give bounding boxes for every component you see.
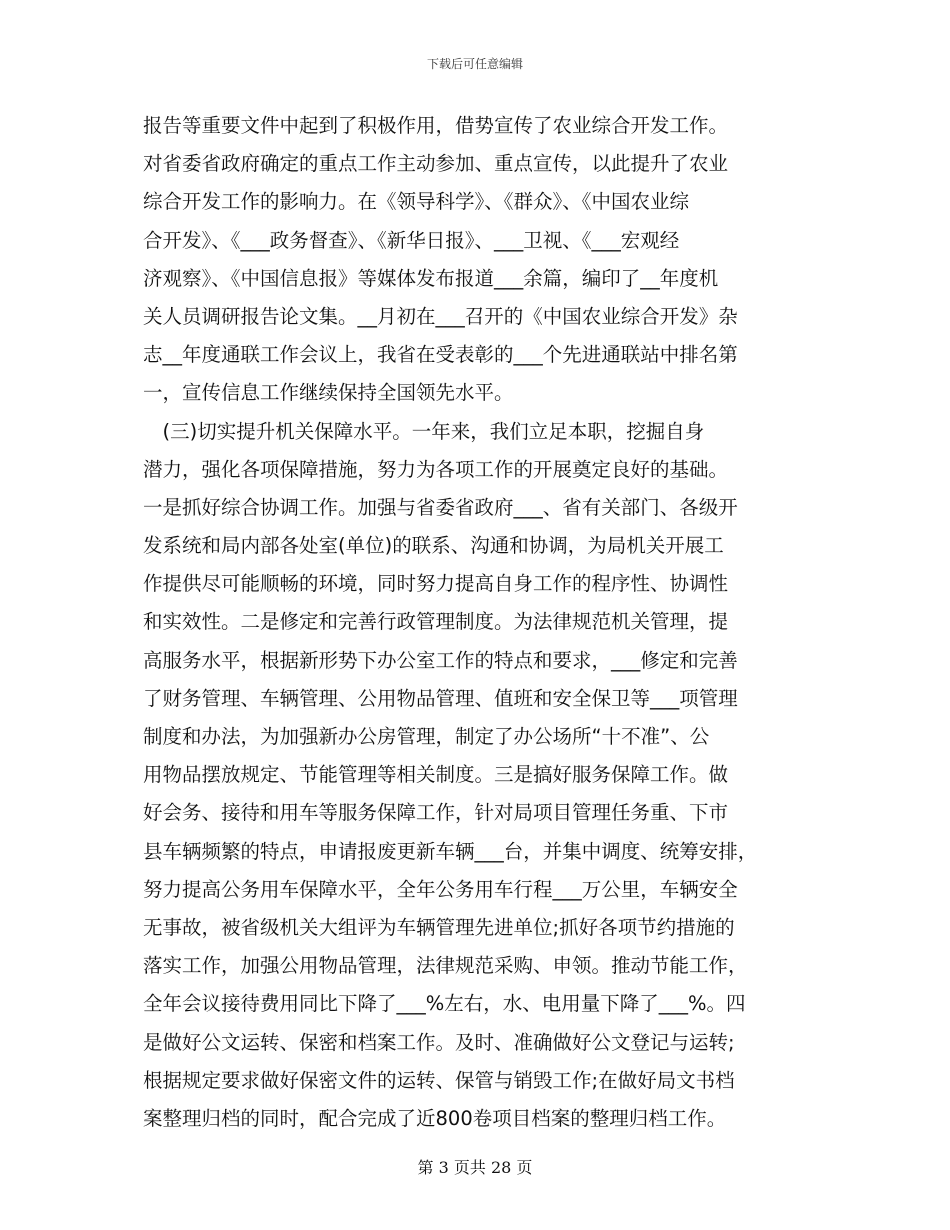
text-line: 努力提高公务用车保障水平，全年公务用车行程___万公里，车辆安全 xyxy=(143,877,738,901)
page-footer: 第 3 页共 28 页 xyxy=(417,1158,533,1177)
text-line: 根据规定要求做好保密文件的运转、保管与销毁工作;在做好局文书档 xyxy=(143,1068,735,1092)
text-line: 和实效性。二是修定和完善行政管理制度。为法律规范机关管理，提 xyxy=(143,610,729,634)
document-body xyxy=(143,107,818,1138)
text-line: 县车辆频繁的特点，申请报废更新车辆___台，并集中调度、统筹安排， xyxy=(143,839,758,863)
text-line: 对省委省政府确定的重点工作主动参加、重点宣传，以此提升了农业 xyxy=(143,152,729,176)
text-line: 综合开发工作的影响力。在《领导科学》、《群众》、《中国农业综 xyxy=(143,190,690,214)
text-line: 是做好公文运转、保密和档案工作。及时、准确做好公文登记与运转; xyxy=(143,1030,735,1054)
page-header: 下载后可任意编辑 xyxy=(426,57,523,71)
text-line: 制度和办法，为加强新办公房管理，制定了办公场所“十不准”、公 xyxy=(143,725,710,748)
text-line: 一，宣传信息工作继续保持全国领先水平。 xyxy=(143,381,514,405)
text-line: 高服务水平，根据新形势下办公室工作的特点和要求，___修定和完善 xyxy=(143,648,738,672)
text-line: 用物品摆放规定、节能管理等相关制度。三是搞好服务保障工作。做 xyxy=(143,763,729,787)
text-line: 全年会议接待费用同比下降了___%左右，水、电用量下降了___%。四 xyxy=(143,992,746,1016)
text-line: (三)切实提升机关保障水平。一年来，我们立足本职，挖掘自身 xyxy=(143,419,705,443)
text-line: 济观察》、《中国信息报》等媒体发布报道___余篇，编印了__年度机 xyxy=(143,266,719,290)
text-line: 好会务、接待和用车等服务保障工作，针对局项目管理任务重、下市 xyxy=(143,801,729,825)
text-line: 潜力，强化各项保障措施，努力为各项工作的开展奠定良好的基础。 xyxy=(143,457,729,481)
text-line: 发系统和局内部各处室(单位)的联系、沟通和协调，为局机关开展工 xyxy=(143,534,724,558)
text-line: 一是抓好综合协调工作。加强与省委省政府___、省有关部门、各级开 xyxy=(143,495,738,519)
text-line: 无事故，被省级机关大组评为车辆管理先进单位;抓好各项节约措施的 xyxy=(143,915,735,939)
text-line: 案整理归档的同时，配合完成了近800卷项目档案的整理归档工作。 xyxy=(143,1106,727,1130)
text-line: 报告等重要文件中起到了积极作用，借势宣传了农业综合开发工作。 xyxy=(143,114,729,137)
text-line: 落实工作，加强公用物品管理，法律规范采购、申领。推动节能工作， xyxy=(143,954,748,978)
text-line: 作提供尽可能顺畅的环境，同时努力提高自身工作的程序性、协调性 xyxy=(143,572,729,596)
text-line: 关人员调研报告论文集。__月初在___召开的《中国农业综合开发》杂 xyxy=(143,304,738,328)
text-line: 合开发》、《___政务督查》、《新华日报》、___卫视、《___宏观经 xyxy=(143,228,680,252)
text-line: 志__年度通联工作会议上，我省在受表彰的___个先进通联站中排名第 xyxy=(143,343,738,367)
text-line: 了财务管理、车辆管理、公用物品管理、值班和安全保卫等___项管理 xyxy=(143,686,738,710)
